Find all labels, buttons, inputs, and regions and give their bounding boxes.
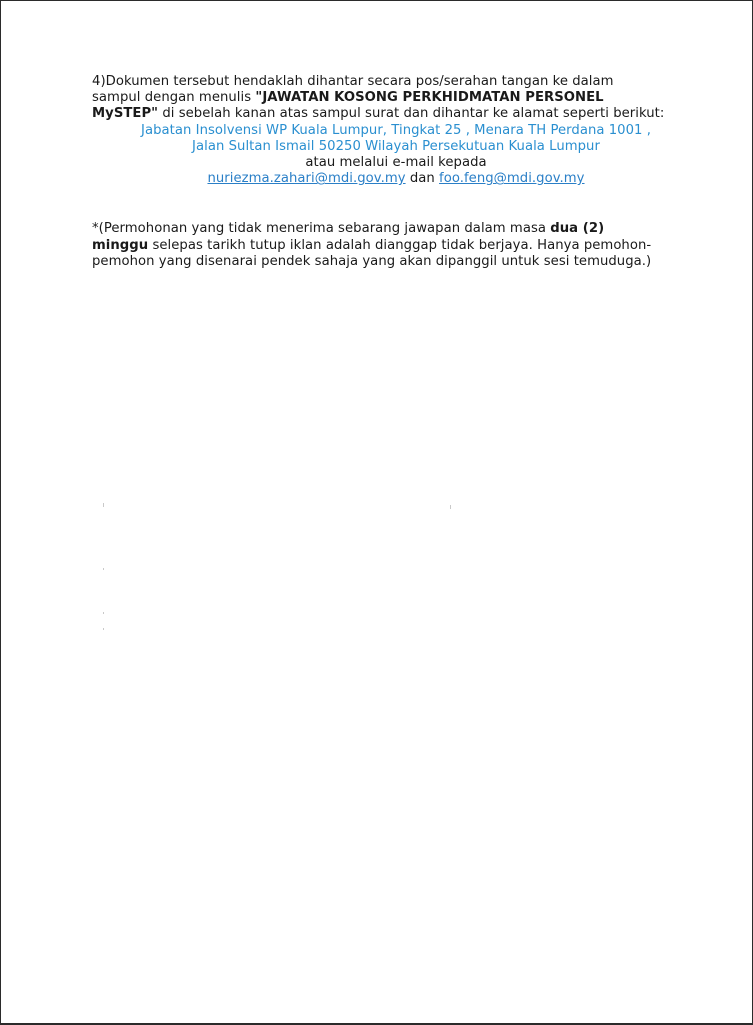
scan-artifact (103, 568, 104, 570)
scan-artifact (103, 503, 104, 507)
notice-text-1: *(Permohonan yang tidak menerima sebarang jawapan dalam masa (92, 221, 551, 237)
notice-bold-duration: dua (2) (550, 221, 605, 237)
document-body (92, 74, 700, 270)
para1-line2-prefix: sampul dengan menulis (92, 90, 256, 106)
scan-artifact (103, 612, 104, 614)
address-line-1: Jabatan Insolvensi WP Kuala Lumpur, Tingkat 25 , Menara TH Perdana 1001 , (141, 122, 651, 138)
submission-paragraph (92, 74, 700, 187)
scan-artifact (450, 505, 451, 509)
scan-artifact (103, 628, 104, 630)
para1-line1: 4)Dokumen tersebut hendaklah dihantar secara pos/serahan tangan ke dalam (92, 74, 614, 89)
notice-bold-weeks: minggu (92, 237, 149, 253)
notice-text-2: selepas tarikh tutup iklan adalah dianggap tidak berjaya. Hanya pemohon- (148, 237, 652, 253)
email-link-2[interactable]: foo.feng@mdi.gov.my (439, 171, 585, 187)
email-line (92, 171, 700, 187)
or-email-line: atau melalui e-mail kepada (305, 155, 487, 171)
address-line-2: Jalan Sultan Ismail 50250 Wilayah Persekutuan Kuala Lumpur (192, 138, 600, 154)
envelope-heading-part2: MySTEP" (92, 106, 159, 122)
email-link-1[interactable]: nuriezma.zahari@mdi.gov.my (207, 171, 406, 187)
email-joiner: dan (405, 171, 440, 187)
envelope-heading-part1: "JAWATAN KOSONG PERKHIDMATAN PERSONEL (255, 90, 604, 106)
notice-text-3: pemohon yang disenarai pendek sahaja yang akan dipanggil untuk sesi temuduga.) (92, 253, 652, 269)
notice-paragraph (92, 221, 700, 270)
para1-line3-suffix: di sebelah kanan atas sampul surat dan dihantar ke alamat seperti berikut: (158, 106, 665, 122)
